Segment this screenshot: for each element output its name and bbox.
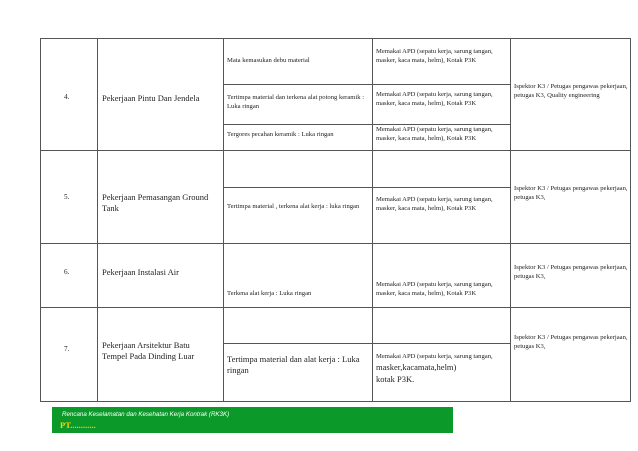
control-text-part: kotak P3K. (376, 374, 415, 384)
job-cell (98, 308, 224, 402)
hazard-cell (224, 188, 373, 244)
control-text-part: Memakai APD (sepatu kerja, sarung tangan, (376, 353, 493, 360)
control-cell (373, 188, 511, 244)
hazard-cell (224, 308, 373, 344)
pic-cell (511, 244, 631, 308)
row-number: 4. (64, 93, 70, 101)
footer-title: Rencana Keselamatan dan Kesehatan Kerja Kontrak (RK3K) (62, 411, 230, 418)
control-cell (373, 125, 511, 151)
hazard-cell (224, 85, 373, 125)
pic-cell (511, 151, 631, 244)
pic-cell (511, 308, 631, 402)
control-text: Memakai APD (sepatu kerja, sarung tangan, masker, kaca mata, helm), Kotak P3K (376, 281, 493, 297)
row-number: 6. (64, 268, 70, 276)
job-cell (98, 244, 224, 308)
control-text (376, 352, 508, 386)
pic-text: Ispektor K3 / Petugas pengawas pekerjaan, petugas K3, (514, 185, 628, 201)
hazard-cell (224, 125, 373, 151)
hazard-text: Tertimpa material dan alat kerja : Luka ringan (227, 354, 360, 375)
table-row (41, 308, 631, 344)
hazard-text: Tergores pecahan keramik : Luka ringan (227, 131, 334, 138)
hazard-cell (224, 244, 373, 308)
row-number-cell (41, 308, 98, 402)
control-cell (373, 151, 511, 188)
job-name: Pekerjaan Pintu Dan Jendela (102, 93, 200, 103)
row-number-cell (41, 39, 98, 151)
row-number-cell (41, 151, 98, 244)
job-cell (98, 151, 224, 244)
pic-text: Ispektor K3 / Petugas pengawas pekerjaan, petugas K3, Quality engineering (514, 83, 628, 99)
control-cell (373, 308, 511, 344)
job-cell (98, 39, 224, 151)
control-text: Memakai APD (sepatu kerja, sarung tangan, masker, kaca mata, helm), Kotak P3K (376, 196, 493, 212)
pic-cell (511, 39, 631, 151)
control-text: Memakai APD (sepatu kerja, sarung tangan, masker, kaca mata, helm), Kotak P3K (376, 91, 493, 107)
hazard-text: Tertimpa material dan terkena alat potong keramik : Luka ringan (227, 94, 365, 110)
job-name: Pekerjaan Pemasangan Ground Tank (102, 192, 209, 213)
pic-text: Ispektor K3 / Petugas pengawas pekerjaan, petugas K3, (514, 264, 628, 280)
table-row (41, 39, 631, 85)
control-cell (373, 39, 511, 85)
row-number-cell (41, 244, 98, 308)
footer-bar (52, 407, 453, 433)
control-cell (373, 85, 511, 125)
hazard-text: Tertimpa material , terkena alat kerja : luka ringan (227, 203, 360, 210)
hazard-text: Terkena alat kerja : Luka ringan (227, 290, 312, 297)
hazard-cell (224, 344, 373, 402)
control-cell (373, 344, 511, 402)
hazard-cell (224, 39, 373, 85)
control-cell (373, 244, 511, 308)
row-number: 7. (64, 345, 70, 353)
footer-company: PT............ (60, 420, 96, 430)
job-name: Pekerjaan Instalasi Air (102, 267, 179, 277)
table-row (41, 244, 631, 308)
pic-text: Ispektor K3 / Petugas pengawas pekerjaan, petugas K3, (514, 334, 628, 350)
row-number: 5. (64, 193, 70, 201)
hazard-cell (224, 151, 373, 188)
rk3k-table (40, 38, 631, 402)
control-text: Memakai APD (sepatu kerja, sarung tangan, masker, kaca mata, helm), Kotak P3K (376, 48, 493, 64)
job-name: Pekerjaan Arsitektur Batu Tempel Pada Dinding Luar (102, 340, 195, 361)
hazard-text: Mata kemasukan debu material (227, 57, 310, 64)
table-row (41, 151, 631, 188)
control-text: Memakai APD (sepatu kerja, sarung tangan, masker, kaca mata, helm), Kotak P3K (376, 126, 493, 142)
control-text-part: masker,kacamata,helm) (376, 362, 457, 372)
